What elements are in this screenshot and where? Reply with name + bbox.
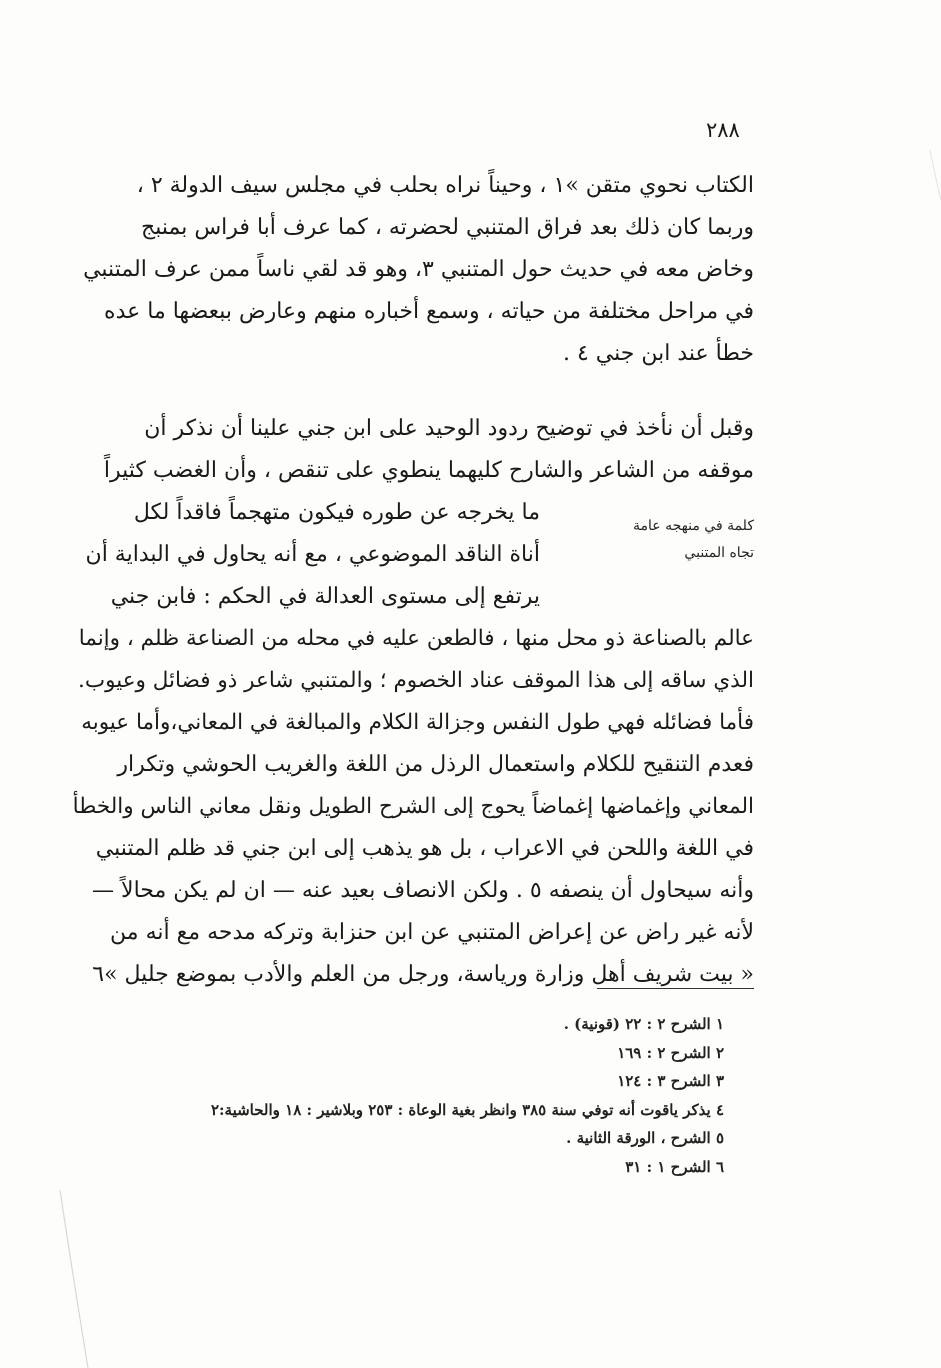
text-line: وخاض معه في حديث حول المتنبي ٣، وهو قد لقي ناساً ممن عرف المتنبي [83, 257, 754, 282]
footnote-divider [597, 988, 754, 989]
text-line: « بيت شريف أهل وزارة ورياسة، ورجل من العلم والأدب بموضع جليل »٦ [92, 962, 754, 987]
text-line: ما يخرجه عن طوره فيكون متهجماً فاقداً لكل [133, 500, 540, 525]
footnote: ٢ الشرح ٢ : ١٦٩ [617, 1043, 724, 1062]
text-line: وقبل أن نأخذ في توضيح ردود الوحيد على ابن جني علينا أن نذكر أن [144, 416, 754, 441]
footnote: ٣ الشرح ٣ : ١٢٤ [617, 1072, 724, 1090]
page-number: ٢٨٨ [706, 118, 740, 142]
text-line: في اللغة واللحن في الاعراب ، بل هو يذهب إلى ابن جني قد ظلم المتنبي [95, 836, 754, 861]
text-line: وأنه سيحاول أن ينصفه ٥ . ولكن الانصاف بعيد عنه — ان لم يكن محالاً — [92, 878, 754, 903]
text-line: خطأ عند ابن جني ٤ . [562, 341, 754, 366]
text-line: الذي ساقه إلى هذا الموقف عناد الخصوم ؛ والمتنبي شاعر ذو فضائل وعيوب. [78, 668, 754, 693]
text-line: في مراحل مختلفة من حياته ، وسمع أخباره منهم وعارض ببعضها ما عده [104, 299, 754, 324]
footnote: ٦ الشرح ١ : ٣١ [625, 1157, 724, 1176]
margin-note-line: تجاه المتنبي [684, 545, 754, 561]
text-line: عالم بالصناعة ذو محل منها ، فالطعن عليه في محله من الصناعة ظلم ، وإنما [78, 626, 754, 651]
text-line: موقفه من الشاعر والشارح كليهما ينطوي على تنقص ، وأن الغضب كثيراً [103, 458, 754, 483]
text-line: المعاني وإغماضها إغماضاً يحوج إلى الشرح الطويل ونقل معاني الناس والخطأ [72, 794, 754, 819]
paragraph-2 [72, 408, 754, 492]
text-line: وربما كان ذلك بعد فراق المتنبي لحضرته ، كما عرف أبا فراس بمنبج [141, 215, 754, 240]
narrow-paragraph [72, 492, 540, 618]
paragraph-3 [72, 618, 754, 996]
footnotes [60, 1010, 724, 1181]
footnote: ١ الشرح ٢ : ٢٢ (قونية) . [563, 1015, 724, 1033]
footnote: ٤ يذكر ياقوت أنه توفي سنة ٣٨٥ وانظر بغية الوعاة : ٢٥٣ وبلاشير : ١٨ والحاشية:٢ [210, 1100, 724, 1119]
text-line: يرتفع إلى مستوى العدالة في الحكم : فابن جني [110, 584, 540, 609]
text-line: فأما فضائله فهي طول النفس وجزالة الكلام والمبالغة في المعاني،وأما عيوبه [81, 710, 754, 735]
text-line: الكتاب نحوي متقن »١ ، وحيناً نراه بحلب في مجلس سيف الدولة ٢ ، [136, 173, 754, 198]
margin-note [560, 513, 754, 567]
margin-note-line: كلمة في منهجه عامة [633, 518, 754, 534]
text-line: فعدم التنقيح للكلام واستعمال الرذل من اللغة والغريب الحوشي وتكرار [117, 752, 754, 777]
text-line: أناة الناقد الموضوعي ، مع أنه يحاول في البداية أن [85, 542, 540, 567]
paragraph-1 [72, 165, 754, 375]
text-line: لأنه غير راض عن إعراض المتنبي عن ابن حنزابة وتركه مدحه مع أنه من [110, 920, 754, 945]
footnote: ٥ الشرح ، الورقة الثانية . [566, 1129, 724, 1147]
